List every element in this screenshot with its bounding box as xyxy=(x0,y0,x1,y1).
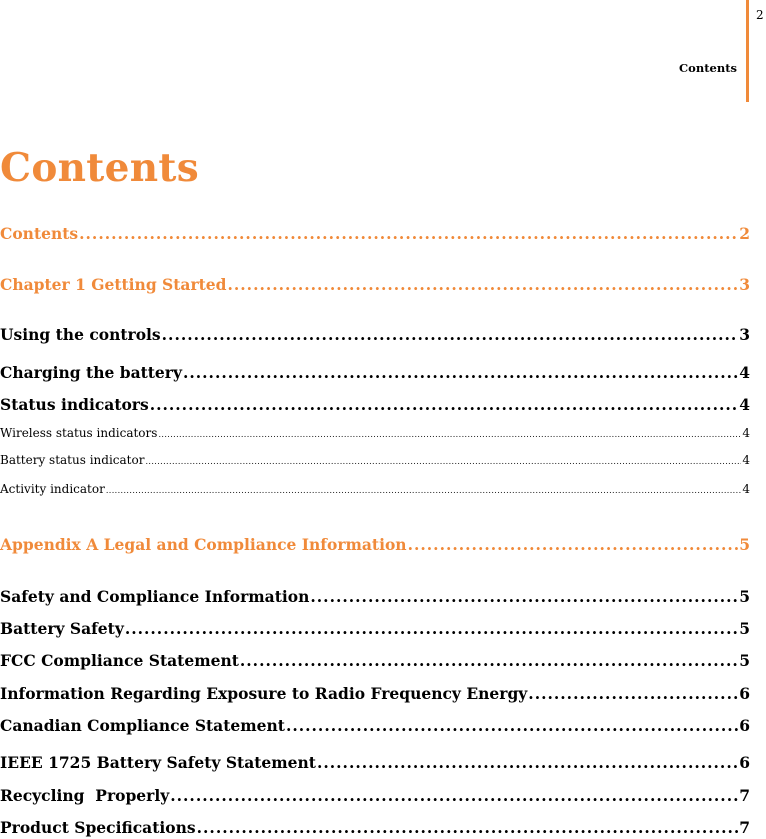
toc-entry-contents[interactable] xyxy=(0,224,750,244)
toc-entry-fcc-compliance[interactable] xyxy=(0,651,750,671)
toc-entry-rf-exposure[interactable] xyxy=(0,684,750,704)
toc-leader-dots xyxy=(170,786,738,806)
toc-entry-page: 3 xyxy=(739,275,750,294)
toc-entry-page: 7 xyxy=(739,818,750,837)
toc-entry-page: 6 xyxy=(739,716,750,735)
toc-entry-label: Using the controls xyxy=(0,325,161,344)
toc-entry-label: Product Specifications xyxy=(0,818,196,837)
page-title: Contents xyxy=(0,145,199,191)
toc-leader-dots xyxy=(158,427,741,443)
running-header: Contents xyxy=(679,61,737,75)
toc-entry-label: Information Regarding Exposure to Radio Frequency Energy xyxy=(0,684,528,703)
toc-entry-page: 4 xyxy=(739,395,750,414)
toc-leader-dots xyxy=(310,587,738,607)
toc-entry-status-indicators[interactable] xyxy=(0,395,750,415)
toc-leader-dots xyxy=(286,716,738,736)
toc-entry-label: Contents xyxy=(0,224,79,243)
toc-leader-dots xyxy=(150,395,739,415)
toc-entry-page: 5 xyxy=(739,619,750,638)
toc-entry-label: Battery Safety xyxy=(0,619,124,638)
toc-entry-page: 5 xyxy=(739,535,750,554)
toc-leader-dots xyxy=(125,619,738,639)
toc-entry-label: Appendix A Legal and Compliance Information xyxy=(0,535,407,554)
toc-entry-recycling[interactable] xyxy=(0,786,750,806)
toc-leader-dots xyxy=(197,818,739,838)
toc-entry-appendix-a[interactable] xyxy=(0,535,750,555)
header-accent-rule xyxy=(746,0,749,102)
toc-entry-page: 4 xyxy=(742,482,750,496)
toc-entry-page: 4 xyxy=(739,363,750,382)
toc-entry-page: 6 xyxy=(739,684,750,703)
toc-entry-label: Canadian Compliance Statement xyxy=(0,716,285,735)
toc-entry-label: Activity indicator xyxy=(0,482,105,496)
toc-leader-dots xyxy=(528,684,738,704)
toc-entry-ieee-1725[interactable] xyxy=(0,753,750,773)
toc-entry-page: 5 xyxy=(739,587,750,606)
toc-leader-dots xyxy=(408,535,739,555)
toc-entry-wireless-status[interactable] xyxy=(0,425,750,443)
toc-entry-charging-battery[interactable] xyxy=(0,363,750,383)
toc-entry-page: 6 xyxy=(739,753,750,772)
toc-entry-label: Wireless status indicators xyxy=(0,426,158,440)
toc-leader-dots xyxy=(162,325,739,345)
toc-entry-canadian-compliance[interactable] xyxy=(0,716,750,736)
toc-leader-dots xyxy=(79,224,738,244)
toc-entry-label: Safety and Compliance Information xyxy=(0,587,310,606)
toc-entry-activity-indicator[interactable] xyxy=(0,481,750,499)
toc-entry-page: 5 xyxy=(739,651,750,670)
toc-entry-label: Status indicators xyxy=(0,395,149,414)
toc-entry-battery-status[interactable] xyxy=(0,452,750,470)
toc-entry-label: Chapter 1 Getting Started xyxy=(0,275,227,294)
toc-entry-product-specifications[interactable] xyxy=(0,818,750,838)
toc-entry-chapter-1[interactable] xyxy=(0,275,750,295)
toc-entry-page: 7 xyxy=(739,786,750,805)
toc-leader-dots xyxy=(106,483,742,499)
toc-entry-page: 2 xyxy=(739,224,750,243)
toc-entry-label: IEEE 1725 Battery Safety Statement xyxy=(0,753,316,772)
toc-entry-page: 4 xyxy=(742,453,750,467)
toc-leader-dots xyxy=(317,753,738,773)
toc-entry-page: 3 xyxy=(739,325,750,344)
toc-leader-dots xyxy=(183,363,738,383)
toc-entry-using-controls[interactable] xyxy=(0,325,750,345)
toc-entry-safety-compliance[interactable] xyxy=(0,587,750,607)
toc-entry-label: FCC Compliance Statement xyxy=(0,651,239,670)
toc-entry-label: Charging the battery xyxy=(0,363,182,382)
page-number: 2 xyxy=(756,8,764,22)
toc-entry-label: Recycling Properly xyxy=(0,786,170,805)
toc-entry-page: 4 xyxy=(742,426,750,440)
toc-leader-dots xyxy=(240,651,738,671)
toc-entry-battery-safety[interactable] xyxy=(0,619,750,639)
toc-entry-label: Battery status indicator xyxy=(0,453,145,467)
toc-leader-dots xyxy=(145,454,741,470)
toc-leader-dots xyxy=(227,275,738,295)
